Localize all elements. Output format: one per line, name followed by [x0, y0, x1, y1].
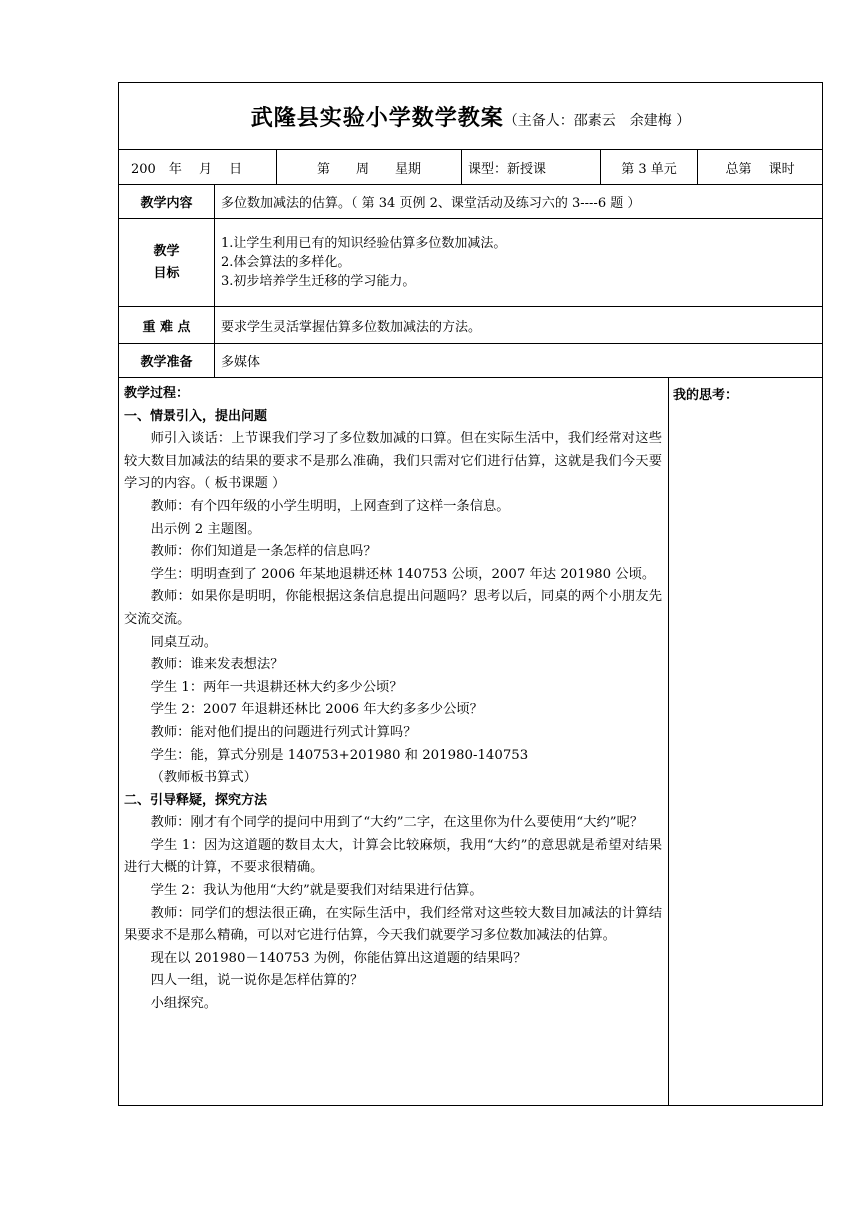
- difficulty-row: [119, 307, 823, 344]
- section-heading: 二、引导释疑，探究方法: [124, 792, 268, 808]
- process-paragraph: 师引入谈话：上节课我们学习了多位数加减的口算。但在实际生活中，我们经常对这些较大数目加减法的结果的要求不是那么准确，我们只需对它们进行估算，这就是我们今天要学习的内容。（ 板书课题 ）: [124, 431, 662, 492]
- process-paragraph: 教师：你们知道是一条怎样的信息吗？: [150, 544, 377, 560]
- difficulty-label: 重 难 点: [119, 307, 215, 344]
- process-row: [119, 378, 823, 1106]
- process-paragraph: 教师：如果你是明明，你能根据这条信息提出问题吗？思考以后，同桌的两个小朋友先交流交流。: [124, 589, 662, 627]
- section-heading: 一、情景引入，提出问题: [124, 408, 268, 424]
- lesson-plan-sheet: [118, 82, 822, 1106]
- goals-row: [119, 219, 823, 307]
- goals-label: [119, 219, 215, 307]
- content-value: 多位数加减法的估算。（ 第 34 页例 2、课堂活动及练习六的 3----6 题 ）: [215, 185, 823, 219]
- week-cell: 第 周 星期: [277, 150, 462, 185]
- process-paragraph: 学生 1：两年一共退耕还林大约多少公顷？: [150, 679, 403, 695]
- page-title: 武隆县实验小学数学教案: [250, 105, 504, 131]
- process-paragraph: 教师：刚才有个同学的提问中用到了“大约”二字，在这里你为什么要使用“大约”呢？: [150, 815, 644, 831]
- process-lines: [124, 406, 662, 1016]
- process-paragraph: 四人一组，说一说你是怎样估算的？: [150, 973, 364, 989]
- content-row: [119, 185, 823, 219]
- lesson-plan-table: [118, 82, 823, 1106]
- reflection-label: 我的思考：: [673, 388, 739, 403]
- content-label: 教学内容: [119, 185, 215, 219]
- process-paragraph: 学生：能，算式分别是 140753+201980 和 201980-140753: [150, 747, 529, 763]
- preparation-label: 教学准备: [119, 344, 215, 378]
- preparation-value: 多媒体: [215, 344, 823, 378]
- process-paragraph: 学生 2：我认为他用“大约”就是要我们对结果进行估算。: [150, 883, 483, 899]
- process-paragraph: 同桌互动。: [150, 634, 218, 650]
- process-paragraph: 教师：谁来发表想法？: [150, 657, 284, 673]
- lesson-type-cell: 课型：新授课: [462, 150, 601, 185]
- info-row: [119, 150, 823, 185]
- process-paragraph: 教师：同学们的想法很正确，在实际生活中，我们经常对这些较大数目加减法的计算结果要求不是那么精确，可以对它进行估算，今天我们就要学习多位数加减法的估算。: [124, 905, 662, 944]
- goal-item: 2.体会算法的多样化。: [221, 255, 351, 270]
- goal-item: 1.让学生利用已有的知识经验估算多位数加减法。: [221, 236, 507, 251]
- process-paragraph: 出示例 2 主题图。: [150, 521, 261, 537]
- process-paragraph: （教师板书算式）: [150, 770, 257, 786]
- goal-item: 3.初步培养学生迁移的学习能力。: [221, 274, 416, 289]
- process-paragraph: 学生：明明查到了 2006 年某地退耕还林 140753 公顷，2007 年达 201980 公顷。: [150, 566, 656, 582]
- goals-label-line2: 目标: [153, 265, 180, 281]
- difficulty-value: 要求学生灵活掌握估算多位数加减法的方法。: [215, 307, 823, 344]
- page-subtitle: （主备人：邵素云 余建梅 ）: [503, 112, 691, 129]
- title-cell: [119, 83, 823, 150]
- preparation-row: [119, 344, 823, 378]
- process-label: 教学过程：: [124, 386, 190, 401]
- process-paragraph: 学生 1：因为这道题的数目太大，计算会比较麻烦，我用“大约”的意思就是希望对结果进行大概的计算，不要求很精确。: [124, 837, 662, 876]
- date-cell: 200 年 月 日: [119, 150, 277, 185]
- goals-label-line1: 教学: [153, 243, 180, 259]
- process-paragraph: 现在以 201980－140753 为例，你能估算出这道题的结果吗？: [150, 950, 527, 966]
- process-cell: [119, 378, 669, 1106]
- process-paragraph: 教师：能对他们提出的问题进行列式计算吗？: [150, 724, 417, 740]
- period-cell: 总第 课时: [698, 150, 823, 185]
- process-paragraph: 小组探究。: [150, 996, 218, 1012]
- reflection-cell: [669, 378, 823, 1106]
- process-paragraph: 学生 2：2007 年退耕还林比 2006 年大约多多少公顷？: [150, 702, 483, 718]
- process-paragraph: 教师：有个四年级的小学生明明，上网查到了这样一条信息。: [150, 498, 510, 514]
- unit-cell: 第 3 单元: [601, 150, 698, 185]
- goals-value: [215, 219, 823, 307]
